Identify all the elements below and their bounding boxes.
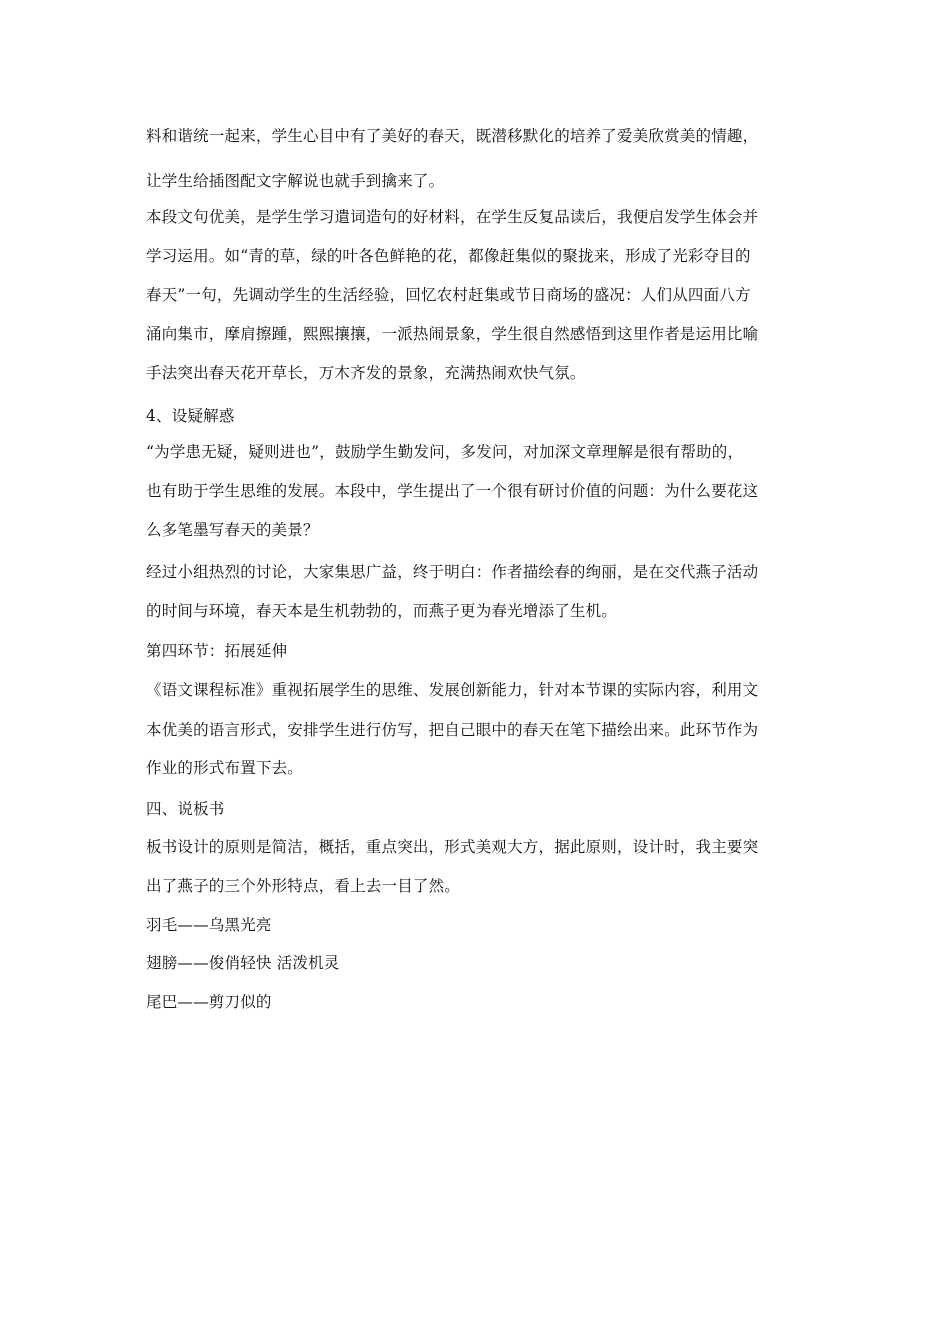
blackboard-item-feathers: 羽毛——乌黑光亮 xyxy=(146,916,272,934)
text-line: 经过小组热烈的讨论，大家集思广益，终于明白：作者描绘春的绚丽，是在交代燕子活动 xyxy=(146,563,759,581)
blackboard-item-wings: 翅膀——俊俏轻快 活泼机灵 xyxy=(146,954,340,972)
text-line: 《语文课程标准》重视拓展学生的思维、发展创新能力，针对本节课的实际内容，利用文 xyxy=(146,681,759,699)
text-line: 本优美的语言形式，安排学生进行仿写，把自己眼中的春天在笔下描绘出来。此环节作为 xyxy=(146,721,759,739)
blackboard-item-tail: 尾巴——剪刀似的 xyxy=(146,993,272,1011)
text-line: 出了燕子的三个外形特点，看上去一目了然。 xyxy=(146,877,461,895)
text-line: 料和谐统一起来，学生心目中有了美好的春天，既潜移默化的培养了爱美欣赏美的情趣， xyxy=(146,127,759,145)
text-line: “为学患无疑，疑则进也”，鼓励学生勤发问，多发问，对加深文章理解是很有帮助的， xyxy=(146,443,744,461)
text-line: 板书设计的原则是简洁，概括，重点突出，形式美观大方，据此原则，设计时，我主要突 xyxy=(146,838,759,856)
text-line: 本段文句优美，是学生学习遣词造句的好材料，在学生反复品读后，我便启发学生体会并 xyxy=(146,208,759,226)
section-heading: 4、设疑解惑 xyxy=(146,407,235,425)
text-line: 的时间与环境，春天本是生机勃勃的，而燕子更为春光增添了生机。 xyxy=(146,602,618,620)
text-line: 让学生给插图配文字解说也就手到擒来了。 xyxy=(146,172,445,190)
text-line: 春天”一句，先调动学生的生活经验，回忆农村赶集或节日商场的盛况：人们从四面八方 xyxy=(146,286,751,304)
section-heading: 四、说板书 xyxy=(146,800,225,818)
text-line: 么多笔墨写春天的美景？ xyxy=(146,521,319,539)
text-line: 也有助于学生思维的发展。本段中，学生提出了一个很有研讨价值的问题：为什么要花这 xyxy=(146,482,759,500)
text-line: 涌向集市，摩肩擦踵，熙熙攘攘，一派热闹景象，学生很自然感悟到这里作者是运用比喻 xyxy=(146,325,759,343)
text-line: 学习运用。如“青的草，绿的叶各色鲜艳的花，都像赶集似的聚拢来，形成了光彩夺目的 xyxy=(146,247,751,265)
text-line: 手法突出春天花开草长，万木齐发的景象，充满热闹欢快气氛。 xyxy=(146,364,586,382)
text-line: 作业的形式布置下去。 xyxy=(146,759,304,777)
section-heading: 第四环节：拓展延伸 xyxy=(146,642,288,660)
